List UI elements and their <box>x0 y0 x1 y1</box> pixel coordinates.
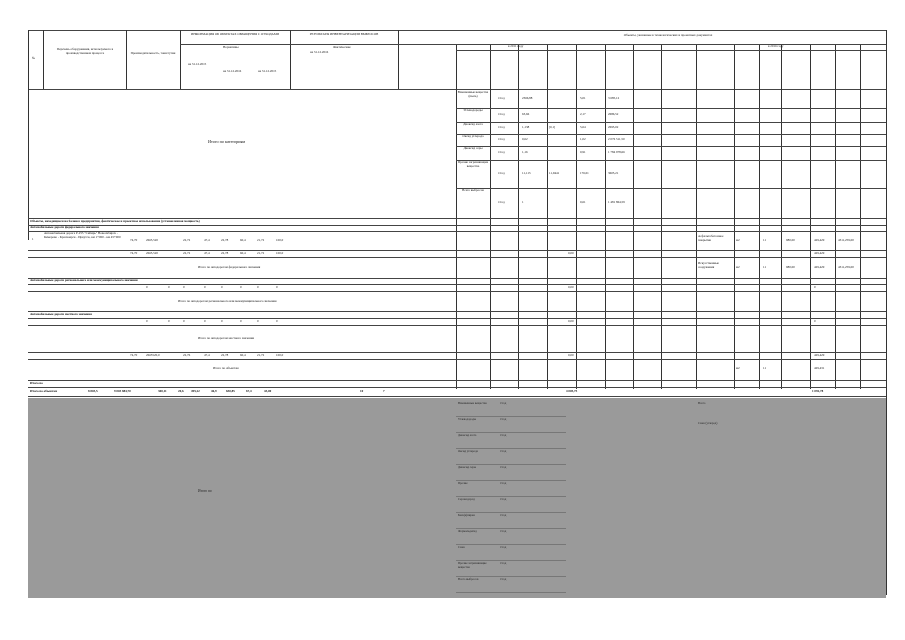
gray-right2: Сажа (углерод) <box>698 421 718 425</box>
header-n: № <box>32 56 36 60</box>
row4-f: 60,4 <box>240 353 246 357</box>
col-line <box>810 44 811 389</box>
row2-val: 0 <box>221 285 223 289</box>
header-group3: Объекты, указанные в технологических и проектных документах <box>623 33 713 37</box>
itog4-right-unit: м2 <box>736 366 740 370</box>
gray-row-unit: т/год <box>500 497 507 501</box>
col-line <box>661 44 662 389</box>
summary-row-v1: 11,113 <box>522 171 531 175</box>
header-norm: Нормативы <box>223 45 239 49</box>
header-bottom-line <box>28 89 886 90</box>
summary-row-line <box>456 160 886 161</box>
summary-row-v4: 2686,52 <box>608 112 619 116</box>
itog1-right-v2: 980,00 <box>786 265 795 269</box>
summary-row-v1: 1,16 <box>522 150 528 154</box>
col-line <box>759 44 760 389</box>
itog2-label: Итого по автодорогам регионального или межмуниципального значения <box>178 299 277 303</box>
summary-row-v1: 2366,88 <box>522 96 533 100</box>
row1-right-v1: 11 <box>763 238 767 242</box>
col-line <box>781 44 782 389</box>
gray-row-unit: т/год <box>500 513 507 517</box>
header-date1: на 31.12.2015 <box>188 62 207 66</box>
row1-right-v2: 980,00 <box>786 238 795 242</box>
row-line <box>28 318 886 319</box>
summary-row-v4: 1 784 978,66 <box>608 150 625 154</box>
row2-val: 0 <box>276 285 278 289</box>
row1-g: 21,72 <box>257 238 265 242</box>
row4-e: 22,78 <box>221 353 229 357</box>
row2-r: 0 <box>814 285 816 289</box>
header-period2: в 2016 году <box>768 44 784 48</box>
grand-label1: Итого по <box>30 381 43 385</box>
row4-c: 22,76 <box>183 353 191 357</box>
grand-right: 1 092,78 <box>812 389 824 393</box>
summary-row-name: Диоксид азота <box>463 122 483 126</box>
header-date3: на 31.12.2015 <box>258 69 277 73</box>
grand-mid1: 10 <box>360 389 364 393</box>
summary-row-unit: т/год <box>498 171 505 175</box>
row-line <box>28 257 886 258</box>
summary-row-name: Углеводороды <box>463 108 483 112</box>
summary-row-v3: 0,61 <box>580 200 586 204</box>
summary-row-line <box>456 122 886 123</box>
row3-mid: 0,00 <box>568 319 574 323</box>
summary-row-v3: 5,64 <box>580 125 586 129</box>
itog1-label: Итого по автодорогам федерального значения <box>198 265 261 269</box>
summary-row-unit: т/год <box>498 200 505 204</box>
itog1-right-unit: м2 <box>736 265 740 269</box>
grand-val: 650,85 <box>226 389 235 393</box>
gray-label: Итого по <box>198 489 212 493</box>
gray-row-unit: т/год <box>500 481 507 485</box>
itog1-right-v1: 11 <box>763 265 767 269</box>
row1b-a: 74,70 <box>130 251 138 255</box>
col-line <box>290 30 291 89</box>
gray-row-unit: т/год <box>500 577 507 581</box>
grand-val: 67,4 <box>246 389 252 393</box>
summary-row-unit: т/год <box>498 125 505 129</box>
row1-e: 22,78 <box>221 238 229 242</box>
row3-val: 0 <box>168 319 170 323</box>
itog3-label: Итого по автодорогам местного значения <box>198 336 254 340</box>
col-line <box>490 44 491 389</box>
gray-row-unit: т/год <box>500 545 507 549</box>
summary-row-v2: 11,9441 <box>549 171 560 175</box>
row3-val: 0 <box>204 319 206 323</box>
gray-row-name: Бенз(а)пирен <box>458 513 475 517</box>
grand-val: 46,9 <box>211 389 217 393</box>
summary-row-line <box>456 188 886 189</box>
gray-row-line <box>456 544 566 545</box>
grand-val: 9 003 884,70 <box>114 389 131 393</box>
gray-row-name: Диоксид азота <box>458 433 477 437</box>
row1b-h: 100,0 <box>276 251 284 255</box>
grand-val: 20,6 <box>178 389 184 393</box>
header-equipment: Перечень оборудования, используемого в производственном процессе <box>56 47 114 55</box>
row-line <box>28 359 886 360</box>
gray-row-unit: т/год <box>500 449 507 453</box>
row4-mid: 0,00 <box>568 353 574 357</box>
itog1-right-label: Искусственные сооружения <box>698 261 719 269</box>
row-line <box>28 225 886 226</box>
col-line <box>180 30 181 89</box>
row1b-d: 47,4 <box>204 251 210 255</box>
summary-row-line <box>456 146 886 147</box>
summary-row-v1: 1 <box>522 200 524 204</box>
col-line <box>126 30 127 89</box>
row1-h: 100,0 <box>276 238 284 242</box>
row1-name: Автомобильная дорога Р-255 "Сибирь" Новосибирск - Кемерово - Красноярск - Иркутск, км 1+000 - км 45+000 <box>44 231 121 239</box>
row1b-c: 22,72 <box>183 251 191 255</box>
gray-row-name: Диоксид серы <box>458 465 476 469</box>
header-capacity: Производительность, тонн/сутки <box>130 51 176 55</box>
summary-row-unit: т/год <box>498 150 505 154</box>
row1b-mid: 0,00 <box>568 251 574 255</box>
row1-a: 74,70 <box>130 238 138 242</box>
summary-row-v4: 2695,02 <box>608 125 619 129</box>
summary-row-v3: 1,02 <box>580 137 586 141</box>
row2-val: 0 <box>240 285 242 289</box>
row1b-g: 21,72 <box>257 251 265 255</box>
col-line <box>633 44 634 389</box>
row-line <box>28 325 886 326</box>
gray-row-unit: т/год <box>500 529 507 533</box>
row-line <box>28 284 886 285</box>
col-line <box>605 44 606 389</box>
gray-row-line <box>456 592 566 593</box>
row3-val: 0 <box>257 319 259 323</box>
itog1-right-v3: 429,429 <box>814 265 825 269</box>
row3-r: 0 <box>814 319 816 323</box>
summary-row-v2: [0,1] <box>549 125 556 129</box>
gray-row-unit: т/год <box>500 561 507 565</box>
row1-right-v3: 429,429 <box>814 238 825 242</box>
row4-g: 21,72 <box>257 353 265 357</box>
row-line <box>28 396 886 397</box>
summary-row-v1: 1,138 <box>522 125 530 129</box>
row2-val: 0 <box>146 285 148 289</box>
row3-val: 0 <box>183 319 185 323</box>
header-line <box>180 44 398 45</box>
summary-row-v1: 63,66 <box>522 112 530 116</box>
gray-row-name: Всего выбросов <box>458 577 479 581</box>
col-line <box>734 44 735 389</box>
section1-sub2: Автомобильные дороги регионального или межмуниципального значения <box>30 278 138 282</box>
grand-val: 8 803,5 <box>88 389 98 393</box>
row1-idx: 1 <box>32 237 34 241</box>
row-line <box>28 380 886 381</box>
summary-row-name: Оксид углерода <box>462 134 484 138</box>
table-border-right <box>886 30 887 595</box>
row2-val: 0 <box>257 285 259 289</box>
gray-row-name: Оксид углерода <box>458 449 478 453</box>
row4-h: 100,0 <box>276 353 284 357</box>
summary-row-v4: 3 685,12 <box>608 96 620 100</box>
row4-a: 74,70 <box>130 353 138 357</box>
row2-val: 0 <box>168 285 170 289</box>
gray-row-name: Сажа <box>458 545 465 549</box>
row3-val: 0 <box>146 319 148 323</box>
row2-mid: 0,00 <box>568 285 574 289</box>
row2-val: 0 <box>204 285 206 289</box>
gray-row-name: Углеводороды <box>458 417 477 421</box>
summary-row-line <box>456 218 886 219</box>
gray-row-name: Взвешенные вещества <box>458 401 487 405</box>
itog4-right-v3: 429,431 <box>814 366 825 370</box>
summary-row-v4: 1 481 864,59 <box>608 200 625 204</box>
row3-val: 0 <box>221 319 223 323</box>
row1b-f: 60,4 <box>240 251 246 255</box>
itog1-right-v4: 4311,259,00 <box>838 265 854 269</box>
row1b-e: 22,78 <box>221 251 229 255</box>
summary-row-v1: 0,62 <box>522 137 528 141</box>
col-line <box>835 44 836 389</box>
row1b-b: 2665,520 <box>146 251 158 255</box>
grand-val: 43,00 <box>264 389 272 393</box>
summary-row-unit: т/год <box>498 96 505 100</box>
header-date2: на 31.12.2016 <box>223 69 242 73</box>
grand-mid3: 4 005,75 <box>566 389 578 393</box>
row1-right-v4: 4311,259,00 <box>838 238 854 242</box>
gray-row-unit: т/год <box>500 401 507 405</box>
section1-sub3: Автомобильные дороги местного значения <box>30 312 92 316</box>
row-line <box>28 387 886 388</box>
summary-row-v3: 0,91 <box>580 150 586 154</box>
gray-row-unit: т/год <box>500 433 507 437</box>
row-line <box>28 291 886 292</box>
row3-val: 0 <box>240 319 242 323</box>
table-border-top <box>28 30 886 31</box>
row-line <box>28 278 886 279</box>
row4-b: 2665520,0 <box>146 353 160 357</box>
row1-c: 22,72 <box>183 238 191 242</box>
gray-row-unit: т/год <box>500 417 507 421</box>
spreadsheet-page <box>28 30 886 602</box>
col-line <box>696 44 697 389</box>
grand-val: 300,11 <box>158 389 167 393</box>
itog4-label: Итого по объектам <box>213 366 239 370</box>
summary-row-name: Диоксид серы <box>463 146 483 150</box>
col-line <box>547 44 548 389</box>
header-line <box>456 50 886 51</box>
row1-d: 47,4 <box>204 238 210 242</box>
gray-row-name: Формальдегид <box>458 529 477 533</box>
col-line <box>398 30 399 89</box>
summary-row-v4: 2 076 511,50 <box>608 137 625 141</box>
summary-row-line <box>456 108 886 109</box>
gray-row-line <box>456 480 566 481</box>
gray-right1: Всего <box>698 401 706 405</box>
header-group1: ИНФОРМАЦИЯ ОБ ОБЪЕКТАХ ОБРАЩЕНИЯ С ОТХОДАМИ <box>191 32 279 36</box>
row-line <box>28 311 886 312</box>
summary-row-name: Прочие загрязняющие вещества <box>457 160 489 168</box>
grand-val: 495,22 <box>191 389 200 393</box>
row1b-r: 429,429 <box>814 251 825 255</box>
summary-title: Итого по категориям <box>208 139 246 144</box>
summary-row-v4: 3605,21 <box>608 171 619 175</box>
summary-row-unit: т/год <box>498 137 505 141</box>
row1-right-unit: м2 <box>736 238 740 242</box>
header-group2: РЕЗУЛЬТАТЫ ИНВЕНТАРИЗАЦИИ ВЫБРОСОВ <box>309 32 379 36</box>
summary-row-v3: 176,01 <box>580 171 589 175</box>
col-line <box>43 30 44 89</box>
row1-b: 2665,520 <box>146 238 158 242</box>
gray-row-name: Прочие <box>458 481 468 485</box>
col-line <box>576 44 577 389</box>
header-fact: Фактические <box>333 45 351 49</box>
gray-row-unit: т/год <box>500 465 507 469</box>
header-period1: в 2011 году <box>508 44 524 48</box>
itog4-right-v1: 11 <box>763 366 767 370</box>
grand-mid2: 7 <box>383 389 385 393</box>
section1-title: Объекты, находящиеся на балансе предприятия, фактическое и проектное использование (установленная мощность) <box>30 219 200 223</box>
summary-row-name: Всего выбросов <box>462 188 484 192</box>
summary-row-v3: 5,01 <box>580 96 586 100</box>
row1-right-label: Асфальтобетонное покрытие <box>698 234 724 242</box>
summary-row-v3: 2,17 <box>580 112 586 116</box>
grand-label2: Итого по объектам <box>30 389 58 393</box>
header-line <box>398 44 886 45</box>
row1-f: 60,4 <box>240 238 246 242</box>
section1-sub1: Автомобильные дороги федерального значения <box>30 225 99 229</box>
col-line <box>518 44 519 389</box>
table-border-left <box>28 30 29 240</box>
row2-val: 0 <box>183 285 185 289</box>
row3-val: 0 <box>276 319 278 323</box>
col-line <box>860 44 861 389</box>
row4-r: 429,429 <box>814 353 825 357</box>
gray-section <box>28 398 886 598</box>
gray-row-name: Прочие загрязняющие вещества <box>458 561 487 569</box>
header-date4: на 31.12.2016 <box>310 50 329 54</box>
summary-row-unit: т/год <box>498 112 505 116</box>
summary-row-name: Взвешенные вещества (пыль) <box>457 90 489 98</box>
row-line <box>28 231 886 232</box>
row4-d: 47,4 <box>204 353 210 357</box>
summary-row-line <box>456 134 886 135</box>
gray-row-name: Сероводород <box>458 497 475 501</box>
